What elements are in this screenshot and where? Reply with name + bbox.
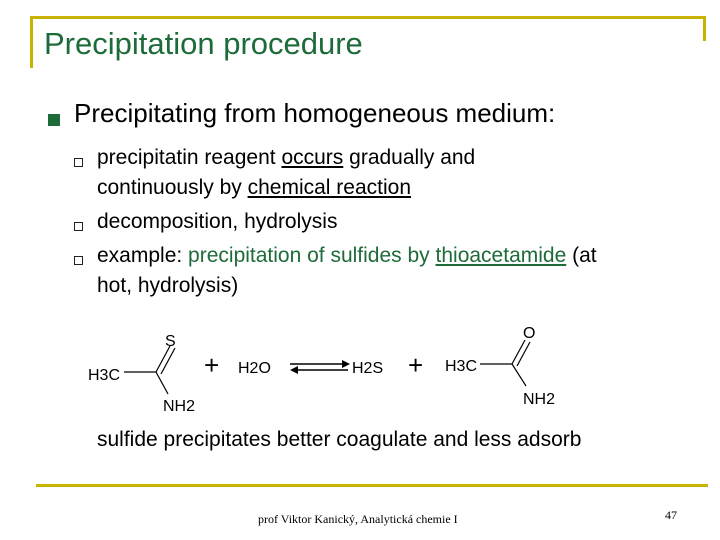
amine-label: NH2 — [523, 391, 556, 408]
sub-bullet-3-line-2: hot, hydrolysis) — [97, 274, 239, 297]
sub-bullet-3-highlight: precipitation of sulfides by — [188, 244, 436, 267]
square-bullet-icon — [48, 114, 60, 126]
hydrogen-sulfide-label: H2S — [352, 360, 384, 377]
page-number: 47 — [665, 508, 677, 522]
sub-bullet-3-line-1 — [97, 241, 597, 270]
sub-bullet-1-line-1 — [97, 143, 475, 172]
bond-line — [156, 372, 168, 394]
sub-bullet-1-text: gradually and — [343, 146, 476, 169]
sub-bullet-1-line-2 — [97, 173, 411, 202]
methyl-label: H3C — [445, 358, 478, 375]
footer-divider — [36, 484, 708, 487]
water-label: H2O — [238, 360, 271, 377]
plus-sign: + — [204, 350, 220, 380]
occurs-link[interactable]: occurs — [281, 146, 344, 169]
title-frame-top — [30, 16, 706, 19]
bond-line — [512, 364, 526, 386]
sub-bullet-1-text: continuously by — [97, 176, 248, 199]
main-bullet-text: Precipitating from homogeneous medium: — [74, 98, 556, 128]
sub-bullet-1-text: precipitatin reagent — [97, 146, 282, 169]
title-frame-left — [30, 16, 33, 68]
oxygen-label: O — [523, 325, 536, 342]
bond-line — [512, 340, 525, 364]
checkbox-bullet-icon — [74, 256, 83, 265]
reverse-arrowhead-icon — [290, 366, 298, 374]
sub-bullet-2-text: decomposition, hydrolysis — [97, 210, 338, 233]
chemical-reaction-link[interactable]: chemical reaction — [247, 176, 411, 199]
checkbox-bullet-icon — [74, 158, 83, 167]
footer-author: prof Viktor Kanický, Analytická chemie I — [258, 512, 458, 526]
amine-label: NH2 — [163, 398, 196, 415]
slide-title: Precipitation procedure — [44, 26, 363, 61]
bond-line — [517, 342, 530, 366]
coagulation-note: sulfide precipitates better coagulate and less adsorb — [97, 428, 582, 451]
thioacetamide-hydrolysis-equation — [80, 316, 600, 426]
thioacetamide-link[interactable]: thioacetamide — [435, 244, 567, 267]
sulfur-label: S — [165, 333, 176, 350]
methyl-label: H3C — [88, 367, 121, 384]
title-frame-right — [703, 16, 706, 41]
bond-line — [161, 348, 175, 374]
sub-bullet-3-text: (at — [566, 244, 597, 267]
forward-arrowhead-icon — [342, 360, 350, 368]
sub-bullet-3-text: example: — [97, 244, 189, 267]
plus-sign: + — [408, 350, 424, 380]
checkbox-bullet-icon — [74, 222, 83, 231]
